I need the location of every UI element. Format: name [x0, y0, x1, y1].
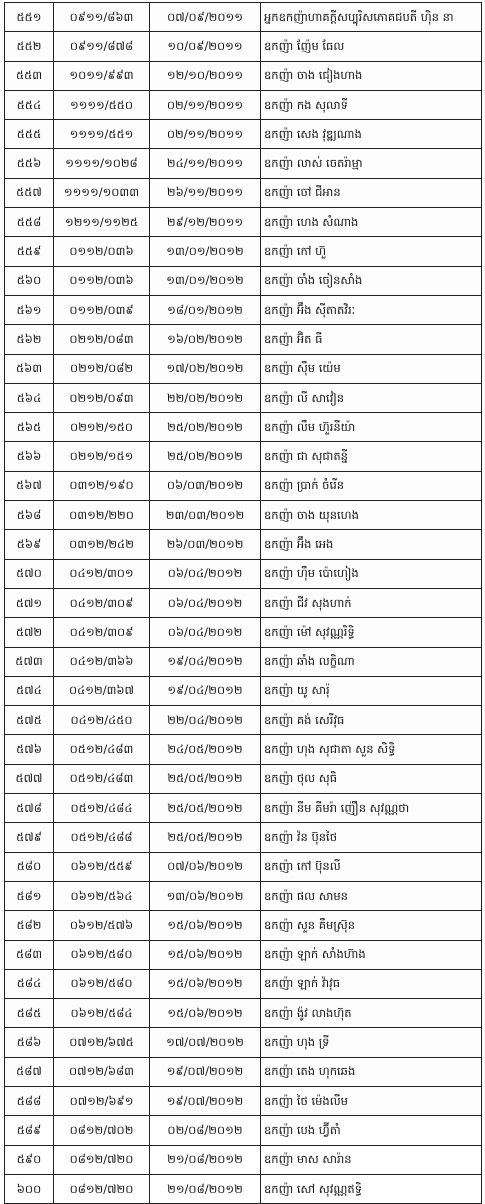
- reference-number-cell: ១០១១/៩៩៣: [54, 61, 150, 90]
- table-row: [5, 178, 482, 207]
- issue-date-cell: ១៥/០៦/២០១២: [150, 969, 261, 998]
- table-row: [5, 764, 482, 793]
- row-number-cell: ៥៥៥: [5, 120, 54, 149]
- table-row: [5, 1174, 482, 1203]
- recipient-name-cell: ឧកញ៉ា ឡាក់ សាំងហ៊ាង: [261, 940, 482, 969]
- table-row: [5, 149, 482, 178]
- table-row: [5, 735, 482, 764]
- issue-date-cell: ១៩/០៧/២០១២: [150, 1057, 261, 1086]
- recipient-name-cell: ឧកញ៉ា ចាំង ចៀនសាំង: [261, 266, 482, 295]
- row-number-cell: ៥៧៩: [5, 823, 54, 852]
- table-row: [5, 1057, 482, 1086]
- reference-number-cell: ០៣១២/១៩០: [54, 471, 150, 500]
- row-number-cell: ៥៦១: [5, 295, 54, 324]
- row-number-cell: ៥៨៣: [5, 940, 54, 969]
- reference-number-cell: ០៥១២/៤៨៣: [54, 764, 150, 793]
- issue-date-cell: ១៥/០៦/២០១២: [150, 999, 261, 1028]
- table-row: [5, 588, 482, 617]
- recipient-name-cell: ឧកញ៉ា សួន គឹមស្រ៊ុន: [261, 911, 482, 940]
- recipient-name-cell: ឧកញ៉ា ចៅ ជីអាន: [261, 178, 482, 207]
- row-number-cell: ៦០០: [5, 1174, 54, 1203]
- recipient-name-cell: ឧកញ៉ា កៅ ហ៊ួ: [261, 237, 482, 266]
- issue-date-cell: ១៧/០៧/២០១២: [150, 1028, 261, 1057]
- reference-number-cell: ០៩១១/៨៦៣: [54, 3, 150, 32]
- reference-number-cell: ០៦១២/៥៦៤: [54, 881, 150, 910]
- table-row: [5, 208, 482, 237]
- table-row: [5, 3, 482, 32]
- row-number-cell: ៥៦៤: [5, 383, 54, 412]
- row-number-cell: ៥៥៧: [5, 178, 54, 207]
- row-number-cell: ៥៥៤: [5, 90, 54, 119]
- reference-number-cell: ០៩១១/៨៧៨: [54, 32, 150, 61]
- table-row: [5, 354, 482, 383]
- row-number-cell: ៥៧២: [5, 618, 54, 647]
- recipient-name-cell: ឧកញ៉ា អ៊ឹង ស៊ីតាតវិរៈ: [261, 295, 482, 324]
- row-number-cell: ៥៨២: [5, 911, 54, 940]
- recipient-name-cell: ឧកញ៉ា លី សាវៀន: [261, 383, 482, 412]
- recipient-name-cell: ឧកញ៉ា ស៊ឹម យ៉េម: [261, 354, 482, 383]
- issue-date-cell: ២៦/១១/២០១១: [150, 178, 261, 207]
- issue-date-cell: ១៩/០៧/២០១២: [150, 1086, 261, 1115]
- row-number-cell: ៥៦៣: [5, 354, 54, 383]
- row-number-cell: ៥៨៥: [5, 999, 54, 1028]
- issue-date-cell: ០២/១១/២០១១: [150, 90, 261, 119]
- recipient-name-cell: ឧកញ៉ា អ៊ិត ធី: [261, 325, 482, 354]
- row-number-cell: ៥៦២: [5, 325, 54, 354]
- table-row: [5, 1028, 482, 1057]
- reference-number-cell: ០២១២/០៨២: [54, 354, 150, 383]
- recipient-name-cell: ឧកញ៉ា ផល សាមន: [261, 881, 482, 910]
- row-number-cell: ៥៨១: [5, 881, 54, 910]
- recipient-name-cell: ឧកញ៉ា ហេង សំណាង: [261, 208, 482, 237]
- recipient-name-cell: ឧកញ៉ា ហ៊ឹម ប៉ោហៀង: [261, 559, 482, 588]
- recipient-name-cell: ឧកញ៉ា តេង ហុកឆេង: [261, 1057, 482, 1086]
- table-row: [5, 413, 482, 442]
- issue-date-cell: ១៣/០១/២០១២: [150, 237, 261, 266]
- recipient-name-cell: ឧកញ៉ា ថៃ ម៉េងលីម: [261, 1086, 482, 1115]
- reference-number-cell: ០៦១២/៥៨០: [54, 969, 150, 998]
- issue-date-cell: ០២/១១/២០១១: [150, 120, 261, 149]
- reference-number-cell: ០២១២/០៩៣: [54, 383, 150, 412]
- row-number-cell: ៥៦៨: [5, 501, 54, 530]
- reference-number-cell: ០៨១២/៧២០: [54, 1145, 150, 1174]
- reference-number-cell: ០៣១២/២៤២: [54, 530, 150, 559]
- recipient-name-cell: ឧកញ៉ា ម៉ៅ សុវណ្ណរិទ្ធិ: [261, 618, 482, 647]
- row-number-cell: ៥៧០: [5, 559, 54, 588]
- reference-number-cell: ០១១២/០៣៩: [54, 295, 150, 324]
- issue-date-cell: ២៥/០៥/២០១២: [150, 823, 261, 852]
- issue-date-cell: ០៦/០៣/២០១២: [150, 471, 261, 500]
- issue-date-cell: ២៥/០៥/២០១២: [150, 764, 261, 793]
- issue-date-cell: ២១/០៨/២០១២: [150, 1174, 261, 1203]
- issue-date-cell: ២៤/១១/២០១១: [150, 149, 261, 178]
- reference-number-cell: ០២១២/១៥១: [54, 442, 150, 471]
- reference-number-cell: ០៦១២/៥៧៦: [54, 911, 150, 940]
- recipient-name-cell: ឧកញ៉ា នីម គីមរ៉ា ញ៉ឿន សុវណ្ណថា: [261, 794, 482, 823]
- row-number-cell: ៥៨៩: [5, 1116, 54, 1145]
- reference-number-cell: ០៥១២/៤៨៤: [54, 794, 150, 823]
- recipient-name-cell: អ្នកឧកញ៉ាហាគក្តីសប្បុរិសភោគជបតី ហ៊ិន នា: [261, 3, 482, 32]
- table-row: [5, 852, 482, 881]
- issue-date-cell: ១៥/០៦/២០១២: [150, 940, 261, 969]
- recipient-name-cell: ឧកញ៉ា គង់ សេរីវុធ: [261, 706, 482, 735]
- table-row: [5, 90, 482, 119]
- reference-number-cell: ០៦១២/៥៨៤: [54, 999, 150, 1028]
- row-number-cell: ៥៨៨: [5, 1086, 54, 1115]
- reference-number-cell: ០៧១២/៦៨៣: [54, 1057, 150, 1086]
- table-row: [5, 706, 482, 735]
- reference-number-cell: ០២១២/០៨៣: [54, 325, 150, 354]
- table-row: [5, 794, 482, 823]
- row-number-cell: ៥៥៨: [5, 208, 54, 237]
- issue-date-cell: ០៦/០៤/២០១២: [150, 588, 261, 617]
- row-number-cell: ៥៧៣: [5, 647, 54, 676]
- table-row: [5, 237, 482, 266]
- issue-date-cell: ១៩/០៤/២០១២: [150, 676, 261, 705]
- row-number-cell: ៥៥៣: [5, 61, 54, 90]
- issue-date-cell: ១០/០៩/២០១១: [150, 32, 261, 61]
- row-number-cell: ៥៥១: [5, 3, 54, 32]
- issue-date-cell: ១៧/០២/២០១២: [150, 354, 261, 383]
- recipient-name-cell: ឧកញ៉ា ជា សុជាតន្នី: [261, 442, 482, 471]
- table-row: [5, 471, 482, 500]
- issue-date-cell: ២៥/០៥/២០១២: [150, 794, 261, 823]
- recipient-name-cell: ឧកញ៉ា សេង វុឌ្ឍណាង: [261, 120, 482, 149]
- table-row: [5, 676, 482, 705]
- table-row: [5, 823, 482, 852]
- table-row: [5, 442, 482, 471]
- table-row: [5, 559, 482, 588]
- table-row: [5, 32, 482, 61]
- recipient-name-cell: ឧកញ៉ា មាស សារ៉ាន: [261, 1145, 482, 1174]
- issue-date-cell: ២២/០៤/២០១២: [150, 706, 261, 735]
- issue-date-cell: ២៥/០២/២០១២: [150, 442, 261, 471]
- recipient-name-cell: ឧកញ៉ា លាស់ ចេតរ៉ាម្មា: [261, 149, 482, 178]
- row-number-cell: ៥៥៦: [5, 149, 54, 178]
- issue-date-cell: ២២/០២/២០១២: [150, 383, 261, 412]
- row-number-cell: ៥៨៦: [5, 1028, 54, 1057]
- row-number-cell: ៥៧៧: [5, 764, 54, 793]
- reference-number-cell: ០៤១២/៣០៩: [54, 618, 150, 647]
- row-number-cell: ៥៧៤: [5, 676, 54, 705]
- table-row: [5, 647, 482, 676]
- recipient-name-cell: ឧកញ៉ា កៅ ប៊ុនលី: [261, 852, 482, 881]
- table-row: [5, 383, 482, 412]
- reference-number-cell: ០៦១២/៥៨០: [54, 940, 150, 969]
- issue-date-cell: ១៣/០៦/២០១២: [150, 881, 261, 910]
- register-table-body: [5, 3, 482, 1204]
- row-number-cell: ៥៥៩: [5, 237, 54, 266]
- reference-number-cell: ០៤១២/៤៥០: [54, 706, 150, 735]
- recipient-name-cell: ឧកញ៉ា ញ៉ែម ធែល: [261, 32, 482, 61]
- issue-date-cell: ១៦/០២/២០១២: [150, 325, 261, 354]
- row-number-cell: ៥៨០: [5, 852, 54, 881]
- table-row: [5, 999, 482, 1028]
- reference-number-cell: ១១១១/៥៥០: [54, 90, 150, 119]
- issue-date-cell: ២៣/០៣/២០១២: [150, 501, 261, 530]
- recipient-name-cell: ឧកញ៉ា ជីវ សុងហាក់: [261, 588, 482, 617]
- table-row: [5, 881, 482, 910]
- reference-number-cell: ០៥១២/៤៨៣: [54, 735, 150, 764]
- recipient-name-cell: ឧកញ៉ា កង សុលាទី: [261, 90, 482, 119]
- issue-date-cell: ២៤/០៥/២០១២: [150, 735, 261, 764]
- recipient-name-cell: ឧកញ៉ា ហុង សុជាតា សួន សិទ្ធិ: [261, 735, 482, 764]
- row-number-cell: ៥៦៥: [5, 413, 54, 442]
- reference-number-cell: ០២១២/១៥០: [54, 413, 150, 442]
- table-row: [5, 266, 482, 295]
- row-number-cell: ៥៨៤: [5, 969, 54, 998]
- reference-number-cell: ០៤១២/៣៦៦: [54, 647, 150, 676]
- recipient-name-cell: ឧកញ៉ា វ៉ន ប៊ុនថៃ: [261, 823, 482, 852]
- reference-number-cell: ០១១២/០៣៦: [54, 237, 150, 266]
- recipient-name-cell: ឧកញ៉ា ឡាក់ វ៉ាវុធ: [261, 969, 482, 998]
- reference-number-cell: ០៧១២/៦៩១: [54, 1086, 150, 1115]
- row-number-cell: ៥៩០: [5, 1145, 54, 1174]
- issue-date-cell: ០៦/០៤/២០១២: [150, 559, 261, 588]
- reference-number-cell: ០៧១២/៦៧៥: [54, 1028, 150, 1057]
- table-row: [5, 501, 482, 530]
- table-row: [5, 1116, 482, 1145]
- reference-number-cell: ១១១១/៥៥១: [54, 120, 150, 149]
- row-number-cell: ៥៧១: [5, 588, 54, 617]
- reference-number-cell: ០៨១២/៧២០: [54, 1174, 150, 1203]
- recipient-name-cell: ឧកញ៉ា ចាង យុនហេង: [261, 501, 482, 530]
- row-number-cell: ៥៧៥: [5, 706, 54, 735]
- recipient-name-cell: ឧកញ៉ា ចាង ជៀងហាង: [261, 61, 482, 90]
- row-number-cell: ៥៧៨: [5, 794, 54, 823]
- reference-number-cell: ០៤១២/៣០៩: [54, 588, 150, 617]
- recipient-name-cell: ឧកញ៉ា បេង ហ្វ៊ីតាំ: [261, 1116, 482, 1145]
- issue-date-cell: ០៦/០៤/២០១២: [150, 618, 261, 647]
- recipient-name-cell: ឧកញ៉ា ឆាំង លក្ខិណា: [261, 647, 482, 676]
- table-row: [5, 940, 482, 969]
- reference-number-cell: ០៤១២/៣០១: [54, 559, 150, 588]
- reference-number-cell: ១១១១/១០២៨: [54, 149, 150, 178]
- reference-number-cell: ១២១១/១១២៥: [54, 208, 150, 237]
- table-row: [5, 911, 482, 940]
- row-number-cell: ៥៦៧: [5, 471, 54, 500]
- issue-date-cell: ០៧/០៩/២០១១: [150, 3, 261, 32]
- issue-date-cell: ០៧/០៦/២០១២: [150, 852, 261, 881]
- table-row: [5, 295, 482, 324]
- recipient-name-cell: ឧកញ៉ា ថុល សុធិ: [261, 764, 482, 793]
- row-number-cell: ៥៦០: [5, 266, 54, 295]
- table-row: [5, 120, 482, 149]
- recipient-name-cell: ឧកញ៉ា អ៊ឹង អេង: [261, 530, 482, 559]
- reference-number-cell: ០៤១២/៣៦៧: [54, 676, 150, 705]
- issue-date-cell: ០២/០៨/២០១២: [150, 1116, 261, 1145]
- oknha-register-table: [4, 2, 482, 1204]
- issue-date-cell: ២១/០៨/២០១២: [150, 1145, 261, 1174]
- reference-number-cell: ០៥១២/៤៨៨: [54, 823, 150, 852]
- reference-number-cell: ០៨១២/៧០២: [54, 1116, 150, 1145]
- recipient-name-cell: ឧកញ៉ា ហុង ទ្រី: [261, 1028, 482, 1057]
- table-row: [5, 530, 482, 559]
- table-row: [5, 1145, 482, 1174]
- issue-date-cell: ១៩/០៤/២០១២: [150, 647, 261, 676]
- issue-date-cell: ២៦/០៣/២០១២: [150, 530, 261, 559]
- table-row: [5, 969, 482, 998]
- issue-date-cell: ២៥/០២/២០១២: [150, 413, 261, 442]
- reference-number-cell: ១១១១/១០៣៣: [54, 178, 150, 207]
- recipient-name-cell: ឧកញ៉ា សៅ សុវណ្ណឥទ្ធិ: [261, 1174, 482, 1203]
- row-number-cell: ៥៦៩: [5, 530, 54, 559]
- issue-date-cell: ១២/១០/២០១១: [150, 61, 261, 90]
- recipient-name-cell: ឧកញ៉ា ប្រាក់ ចំរើន: [261, 471, 482, 500]
- table-row: [5, 325, 482, 354]
- row-number-cell: ៥៥២: [5, 32, 54, 61]
- issue-date-cell: ១៣/០១/២០១២: [150, 266, 261, 295]
- recipient-name-cell: ឧកញ៉ា ង៉ូវ លាងហ៊ុត: [261, 999, 482, 1028]
- table-row: [5, 1086, 482, 1115]
- table-row: [5, 61, 482, 90]
- reference-number-cell: ០១១២/០៣៦: [54, 266, 150, 295]
- issue-date-cell: ២៩/១២/២០១១: [150, 208, 261, 237]
- reference-number-cell: ០៣១២/២២០: [54, 501, 150, 530]
- recipient-name-cell: ឧកញ៉ា យូ សារ៉ុ: [261, 676, 482, 705]
- row-number-cell: ៥៧៦: [5, 735, 54, 764]
- row-number-cell: ៥៦៦: [5, 442, 54, 471]
- reference-number-cell: ០៦១២/៥៥៩: [54, 852, 150, 881]
- table-row: [5, 618, 482, 647]
- recipient-name-cell: ឧកញ៉ា លឹម ហ៊ួរនីយ៉ា: [261, 413, 482, 442]
- issue-date-cell: ១៥/០៦/២០១២: [150, 911, 261, 940]
- row-number-cell: ៥៨៧: [5, 1057, 54, 1086]
- issue-date-cell: ១៨/០១/២០១២: [150, 295, 261, 324]
